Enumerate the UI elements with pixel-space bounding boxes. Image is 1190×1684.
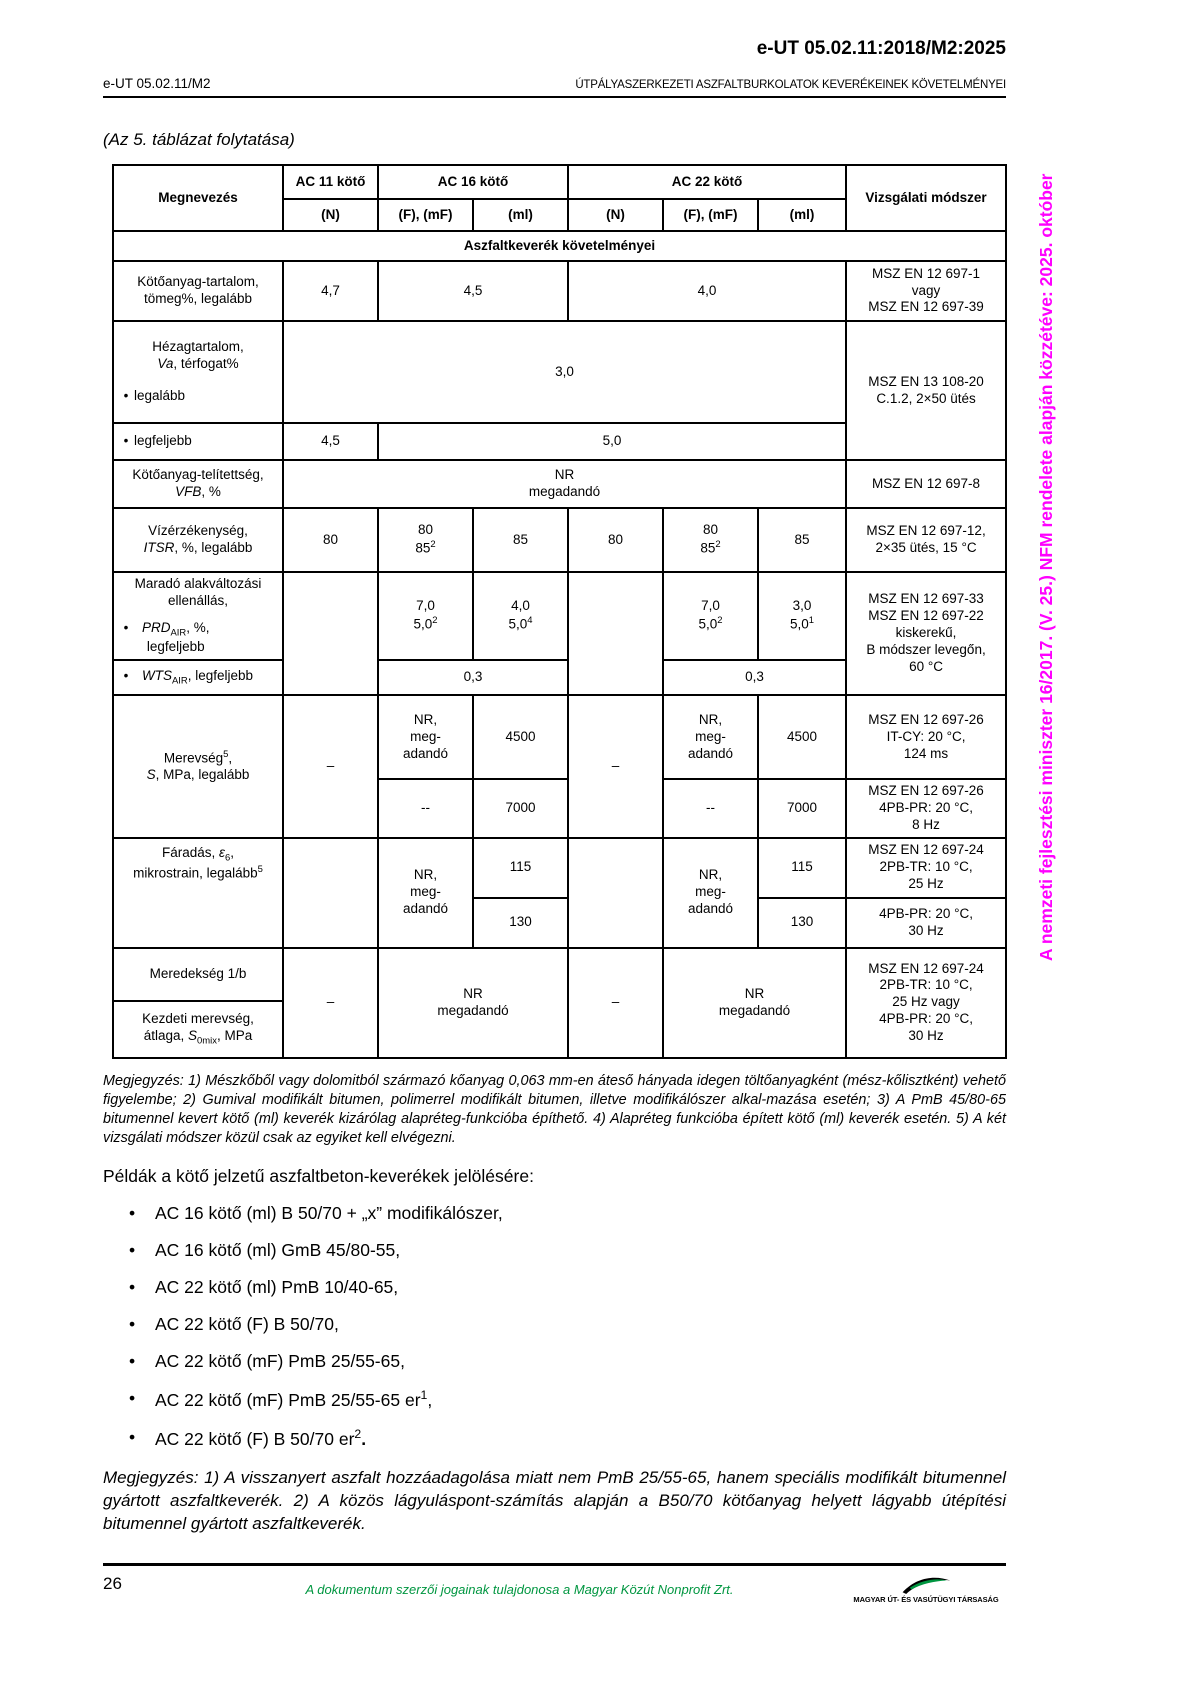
requirements-table	[112, 164, 1007, 1059]
table-header-row-1	[113, 165, 1006, 199]
bullet-text: legalább	[134, 388, 186, 404]
table-row	[113, 948, 1006, 1001]
value-cell: 4,5	[378, 261, 568, 321]
table-caption: (Az 5. táblázat folytatása)	[103, 130, 295, 149]
bullet-line	[118, 388, 278, 405]
value-cell: 7000	[473, 779, 568, 838]
bullet-icon: •	[123, 667, 129, 683]
value-cell: 4,7	[283, 261, 378, 321]
table-row	[113, 261, 1006, 321]
bullet-line	[118, 620, 278, 656]
method-cell: MSZ EN 12 697-26 IT-CY: 20 °C, 124 ms	[846, 695, 1006, 779]
value-cell: NR megadandó	[283, 460, 846, 508]
method-cell: MSZ EN 12 697-26 4PB-PR: 20 °C, 8 Hz	[846, 779, 1006, 838]
value-cell: 80	[568, 508, 663, 572]
method-cell: MSZ EN 13 108-20 C.1.2, 2×50 ütés	[846, 321, 1006, 460]
row-label	[113, 423, 283, 460]
col-header-ac11: AC 11 kötő	[283, 165, 378, 199]
value-cell: –	[283, 948, 378, 1058]
value-cell: 4500	[758, 695, 846, 779]
society-logo	[846, 1574, 1006, 1604]
row-label-text: Maradó alakváltozási ellenállás,	[134, 576, 262, 608]
row-label: Kezdeti merevség, átlaga, $S_{0mix}$, MPa	[113, 1001, 283, 1058]
value-cell: 85	[758, 508, 846, 572]
row-label: Meredekség 1/b	[113, 948, 283, 1001]
table-row	[113, 695, 1006, 779]
col-header-ac22-ml: (ml)	[758, 199, 846, 231]
method-cell: MSZ EN 12 697-8	[846, 460, 1006, 508]
bullet-text: $PRD_{AIR}$, %, legfeljebb	[142, 619, 210, 655]
society-logo-text: MAGYAR ÚT- ÉS VASÚTÜGYI TÁRSASÁG	[853, 1595, 999, 1604]
value-cell: NR megadandó	[663, 948, 846, 1058]
value-cell: NR, meg- adandó	[663, 695, 758, 779]
doc-code-full: e-UT 05.02.11:2018/M2:2025	[756, 38, 1006, 59]
value-cell: 4500	[473, 695, 568, 779]
page-header	[103, 76, 1006, 98]
col-header-ac11-n: (N)	[283, 199, 378, 231]
road-swoosh-icon	[899, 1574, 953, 1596]
list-item: • AC 16 kötő (ml) B 50/70 + „x” modifikálószer,	[103, 1203, 1006, 1224]
page-number: 26	[103, 1574, 122, 1593]
value-cell: 0,3	[663, 660, 846, 695]
table-row	[113, 321, 1006, 423]
value-cell: 130	[473, 898, 568, 948]
value-cell: 80 $85^2$	[378, 508, 473, 572]
empty-cell	[283, 838, 378, 948]
section-band-row	[113, 231, 1006, 261]
method-cell: MSZ EN 12 697-12, 2×35 ütés, 15 °C	[846, 508, 1006, 572]
examples-list	[103, 1203, 1006, 1450]
row-label: Kötőanyag-telítettség, VFB, %	[113, 460, 283, 508]
empty-cell	[568, 838, 663, 948]
bullet-text: $WTS_{AIR}$, legfeljebb	[142, 667, 254, 687]
value-cell: 80	[283, 508, 378, 572]
copyright-text: A dokumentum szerzői jogainak tulajdonosa a Magyar Közút Nonprofit Zrt.	[305, 1582, 734, 1597]
value-cell: --	[378, 779, 473, 838]
list-item: • AC 22 kötő (ml) PmB 10/40-65,	[103, 1277, 1006, 1298]
value-cell: NR, meg- adandó	[663, 838, 758, 948]
value-cell: 0,3	[378, 660, 568, 695]
col-header-ac16: AC 16 kötő	[378, 165, 568, 199]
value-cell: 4,0 $5,0^4$	[473, 572, 568, 660]
value-cell: 115	[758, 838, 846, 898]
sidebar-publication-note: A nemzeti fejlesztési miniszter 16/2017. (V. 25.) NFM rendelete alapján közzétéve: 2025. október	[1036, 173, 1056, 961]
empty-cell	[568, 572, 663, 695]
row-label	[113, 660, 283, 695]
value-cell: 5,0	[378, 423, 846, 460]
method-cell: MSZ EN 12 697-1 vagy MSZ EN 12 697-39	[846, 261, 1006, 321]
table-footnotes: Megjegyzés: 1) Mészkőből vagy dolomitból származó kőanyag 0,063 mm-en áteső hányada idegen töltőanyagként (mész-kőlisztként) vehető figyelembe; 2) Gumival modifikált bitumen, polimerrel modifikált bitumen, illetve modifikálószer alkal-mazása esetén; 3) A PmB 45/80-65 bitumennel kevert kötő (ml) keverék kizárólag alapréteg-funkcióba építhető. 4) Alapréteg funkcióba épített kötő (ml) keverék esetén. 5) A két vizsgálati módszer közül csak az egyiket kell elvégezni.	[103, 1072, 1006, 1146]
value-cell: NR megadandó	[378, 948, 568, 1058]
section-title: Aszfaltkeverék követelményei	[113, 231, 1006, 261]
table-row	[113, 838, 1006, 898]
value-cell: 7000	[758, 779, 846, 838]
col-header-ac22-fmf: (F), (mF)	[663, 199, 758, 231]
method-cell: MSZ EN 12 697-24 2PB-TR: 10 °C, 25 Hz vagy 4PB-PR: 20 °C, 30 Hz	[846, 948, 1006, 1058]
value-cell: 115	[473, 838, 568, 898]
col-header-megnevezes: Megnevezés	[113, 165, 283, 231]
bullet-icon: •	[123, 433, 129, 449]
method-cell: 4PB-PR: 20 °C, 30 Hz	[846, 898, 1006, 948]
row-label: Kötőanyag-tartalom, tömeg%, legalább	[113, 261, 283, 321]
bottom-note: Megjegyzés: 1) A visszanyert aszfalt hozzáadagolása miatt nem PmB 25/55-65, hanem speciális modifikált bitumennel gyártott aszfaltkeverék. 2) A közös lágyuláspont-számítás alapján a B50/70 kötőanyag helyett lágyabb útépítési bitumennel gyártott aszfaltkeverék.	[103, 1468, 1006, 1534]
value-cell: –	[568, 948, 663, 1058]
col-header-ac22-n: (N)	[568, 199, 663, 231]
table-row	[113, 572, 1006, 660]
row-label-text: Hézagtartalom, Va, térfogat%	[152, 338, 244, 371]
table-row	[113, 460, 1006, 508]
value-cell: 4,0	[568, 261, 846, 321]
value-cell: 7,0 $5,0^2$	[378, 572, 473, 660]
list-item: • AC 22 kötő (F) B 50/70,	[103, 1314, 1006, 1335]
value-cell: 4,5	[283, 423, 378, 460]
col-header-ac22: AC 22 kötő	[568, 165, 846, 199]
table-row	[113, 508, 1006, 572]
bullet-line	[118, 668, 278, 688]
bullet-icon: •	[123, 388, 129, 404]
bullet-icon: •	[123, 619, 129, 635]
examples-heading: Példák a kötő jelzetű aszfaltbeton-keverékek jelölésére:	[103, 1165, 534, 1186]
value-cell: –	[568, 695, 663, 838]
row-label	[113, 321, 283, 423]
value-cell: –	[283, 695, 378, 838]
list-item: • AC 22 kötő (mF) PmB 25/55-65 $er^1$,	[103, 1388, 1006, 1411]
row-label: Merevség$^5$, S, MPa, legalább	[113, 695, 283, 838]
value-cell: 3,0	[283, 321, 846, 423]
value-cell: 130	[758, 898, 846, 948]
value-cell: 85	[473, 508, 568, 572]
value-cell: 80 $85^2$	[663, 508, 758, 572]
empty-cell	[283, 572, 378, 695]
col-header-ac16-ml: (ml)	[473, 199, 568, 231]
doc-code-short: e-UT 05.02.11/M2	[103, 76, 211, 91]
value-cell: 7,0 $5,0^2$	[663, 572, 758, 660]
value-cell: NR, meg- adandó	[378, 695, 473, 779]
value-cell: --	[663, 779, 758, 838]
value-cell: 3,0 $5,0^1$	[758, 572, 846, 660]
page-footer	[103, 1563, 1006, 1604]
doc-subtitle: ÚTPÁLYASZERKEZETI ASZFALTBURKOLATOK KEVERÉKEINEK KÖVETELMÉNYEI	[575, 79, 1006, 91]
row-label	[113, 572, 283, 660]
list-item: • AC 22 kötő (mF) PmB 25/55-65,	[103, 1351, 1006, 1372]
col-header-ac16-fmf: (F), (mF)	[378, 199, 473, 231]
bullet-line	[118, 433, 278, 450]
row-label: Vízérzékenység, ITSR, %, legalább	[113, 508, 283, 572]
bullet-text: legfeljebb	[134, 433, 192, 449]
row-label: Fáradás, $\varepsilon_6$, mikrostrain, legalább$^5$	[113, 838, 283, 948]
col-header-method: Vizsgálati módszer	[846, 165, 1006, 231]
value-cell: NR, meg- adandó	[378, 838, 473, 948]
method-cell: MSZ EN 12 697-24 2PB-TR: 10 °C, 25 Hz	[846, 838, 1006, 898]
page-content	[103, 0, 1006, 1536]
method-cell: MSZ EN 12 697-33 MSZ EN 12 697-22 kiskerekű, B módszer levegőn, 60 °C	[846, 572, 1006, 695]
list-item: • AC 22 kötő (F) B 50/70 $er^2$.	[103, 1427, 1006, 1450]
list-item: • AC 16 kötő (ml) GmB 45/80-55,	[103, 1240, 1006, 1261]
